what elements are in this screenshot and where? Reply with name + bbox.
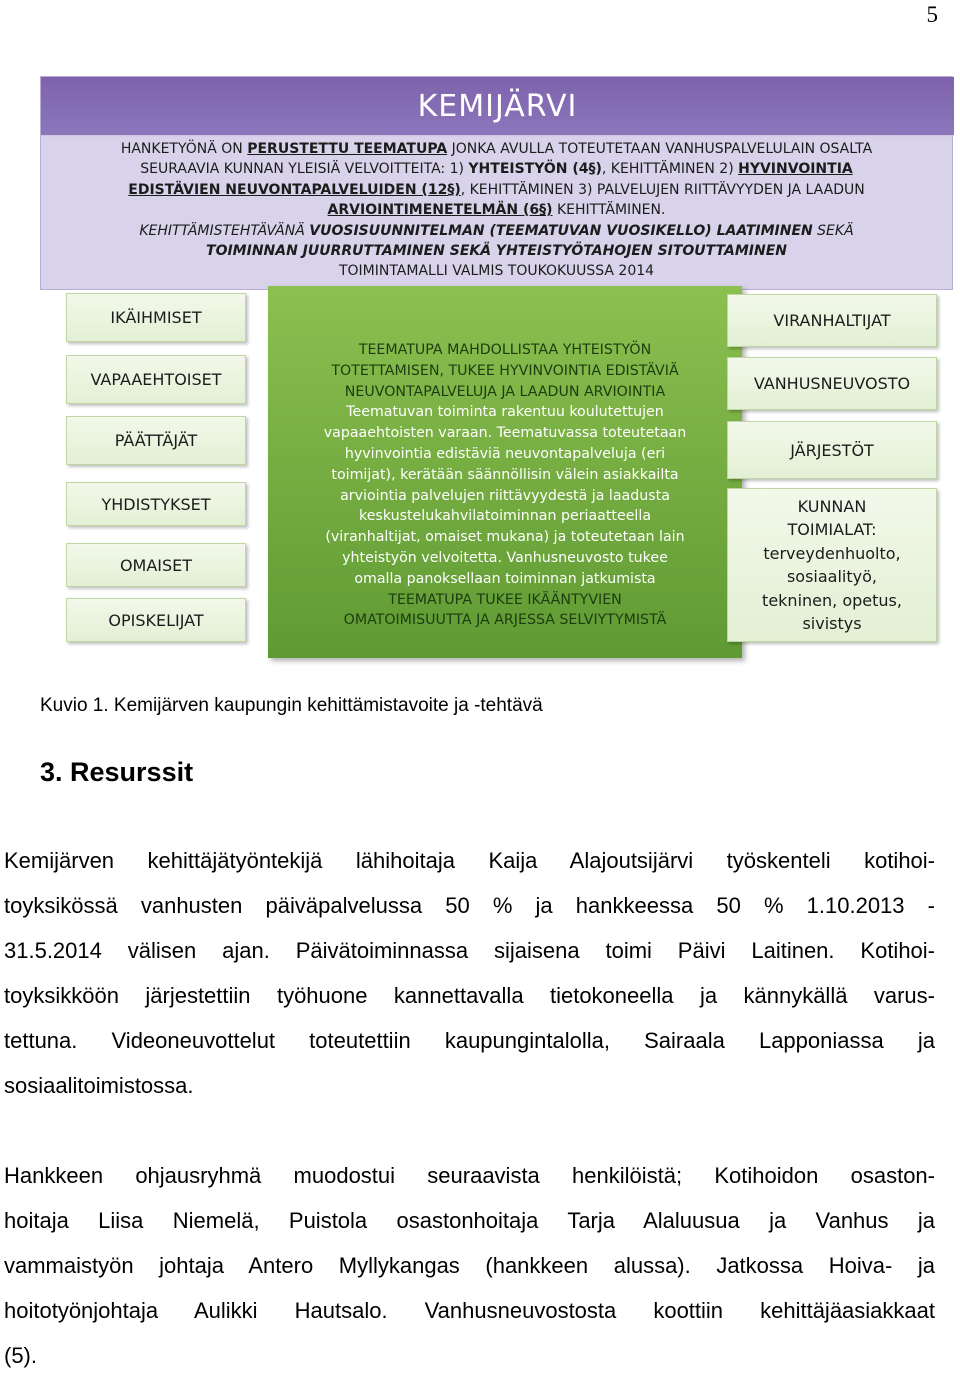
figure-title: KEMIJÄRVI [417,89,578,124]
center-teematupa-box [268,286,742,658]
kemijarvi-figure [40,74,955,664]
center-line: Teematuvan toiminta rakentuu koulutettujen [346,404,664,421]
center-text [280,340,730,631]
paragraph-line: (5). [4,1343,37,1368]
paragraph-line: 31.5.2014 välisen ajan. Päivätoiminnassa sijaisena toimi Päivi Laitinen. Kotihoi- [4,938,935,963]
banner-line-2: SEURAAVIA KUNNAN YLEISIÄ VELVOITTEITA: 1) YHTEISTYÖN (4§), KEHITTÄMINEN 2) HYVINVOINTIA [140,161,853,178]
toimialat-line: terveydenhuolto, [763,543,901,563]
banner-line-7: TOIMINTAMALLI VALMIS TOUKOKUUSSA 2014 [338,263,655,280]
center-line: (viranhaltijat, omaiset mukana) ja toteutetaan lain [325,529,685,546]
center-line: TEEMATUPA TUKEE IKÄÄNTYVIEN [388,591,622,608]
box-vanhusneuvosto: VANHUSNEUVOSTO [727,357,937,410]
banner-line-1: HANKETYÖNÄ ON PERUSTETTU TEEMATUPA JONKA AVULLA TOTEUTETAAN VANHUSPALVELULAIN OSALTA [120,141,873,157]
box-vapaaehtoiset: VAPAAEHTOISET [66,355,246,404]
figure-banner [40,76,953,290]
box-jarjestot: JÄRJESTÖT [727,421,937,479]
box-yhdistykset: YHDISTYKSET [66,482,246,526]
center-line: hyvinvointia edistäviä neuvontapalveluja (eri [344,445,666,462]
paragraph-line: hoitaja Liisa Niemelä, Puistola osastonhoitaja Tarja Alaluusua ja Vanhus ja [4,1208,935,1233]
paragraph-line: Hankkeen ohjausryhmä muodostui seuraavista henkilöistä; Kotihoidon osaston- [4,1163,935,1188]
paragraph-line: tettuna. Videoneuvottelut toteutettiin kaupungintalolla, Sairaala Lapponiassa ja [4,1028,935,1053]
box-opiskelijat: OPISKELIJAT [66,598,246,642]
toimialat-line: sosiaalityö, [786,567,877,586]
box-paattajat: PÄÄTTÄJÄT [66,416,246,465]
center-line: TOTETTAMISEN, TUKEE HYVINVOINTIA EDISTÄVIÄ [331,362,679,379]
banner-line-5: KEHITTÄMISTEHTÄVÄNÄ VUOSISUUNNITELMAN (TEEMATUVAN VUOSIKELLO) LAATIMINEN SEKÄ [139,222,854,239]
center-line: yhteistyön velvoitetta. Vanhusneuvosto tukee [342,549,668,566]
center-line: toimijat), kerätään säännöllisin välein asiakkailta [331,466,679,483]
toimialat-line: TOIMIALAT: [787,520,877,539]
banner-text [57,139,936,282]
banner-line-6: TOIMINNAN JUURRUTTAMINEN SEKÄ YHTEISTYÖTAHOJEN SITOUTTAMINEN [206,243,787,260]
toimialat-line: tekninen, opetus, [762,590,902,610]
paragraph-line: Kemijärven kehittäjätyöntekijä lähihoitaja Kaija Alajoutsijärvi työskenteli kotihoi- [4,848,935,873]
paragraph-line: sosiaalitoimistossa. [4,1073,194,1098]
center-line: NEUVONTAPALVELUJA JA LAADUN ARVIOINTIA [344,383,666,400]
toimialat-line: sivistys [802,614,862,633]
center-line: keskustelukahvilatoiminnan periaatteella [358,508,652,525]
box-viranhaltijat: VIRANHALTIJAT [727,294,937,347]
figure-caption: Kuvio 1. Kemijärven kaupungin kehittämistavoite ja -tehtävä [40,695,543,716]
center-line: arviointia palvelujen riittävyydestä ja laadusta [340,487,670,504]
box-kunnan-toimialat [727,488,937,642]
paragraph-resources [4,838,935,1108]
paragraph-line: toyksikköön järjestettiin työhuone kannettavalla tietokoneella ja kännykällä varus- [4,983,935,1008]
paragraph-line: hoitotyönjohtaja Aulikki Hautsalo. Vanhusneuvostosta koottiin kehittäjäasiakkaat [4,1298,935,1323]
paragraph-steering-group [4,1153,935,1378]
center-line: omalla panoksellaan toiminnan jatkumista [354,570,656,587]
paragraph-line: toyksikössä vanhusten päiväpalvelussa 50 % ja hankkeessa 50 % 1.10.2013 - [4,893,935,918]
box-ikaihmiset: IKÄIHMISET [66,293,246,342]
kunnan-toimialat-text [762,495,902,636]
box-omaiset: OMAISET [66,543,246,587]
center-line: OMATOIMISUUTTA JA ARJESSA SELVIYTYMISTÄ [343,612,667,629]
banner-line-4: ARVIOINTIMENETELMÄN (6§) KEHITTÄMINEN. [327,202,666,219]
toimialat-line: KUNNAN [797,496,867,516]
banner-line-3: EDISTÄVIEN NEUVONTAPALVELUIDEN (12§), KEHITTÄMINEN 3) PALVELUJEN RIITTÄVYYDEN JA LAADUN [128,181,865,198]
section-heading: 3. Resurssit [40,757,194,787]
center-line: TEEMATUPA MAHDOLLISTAA YHTEISTYÖN [358,342,652,358]
paragraph-line: vammaistyön johtaja Antero Myllykangas (hankkeen alussa). Jatkossa Hoiva- ja [4,1253,935,1278]
page-number: 5 [926,2,938,27]
banner-title-bar [41,77,954,135]
center-line: vapaaehtoisten varaan. Teematuvassa toteutetaan [323,425,687,442]
